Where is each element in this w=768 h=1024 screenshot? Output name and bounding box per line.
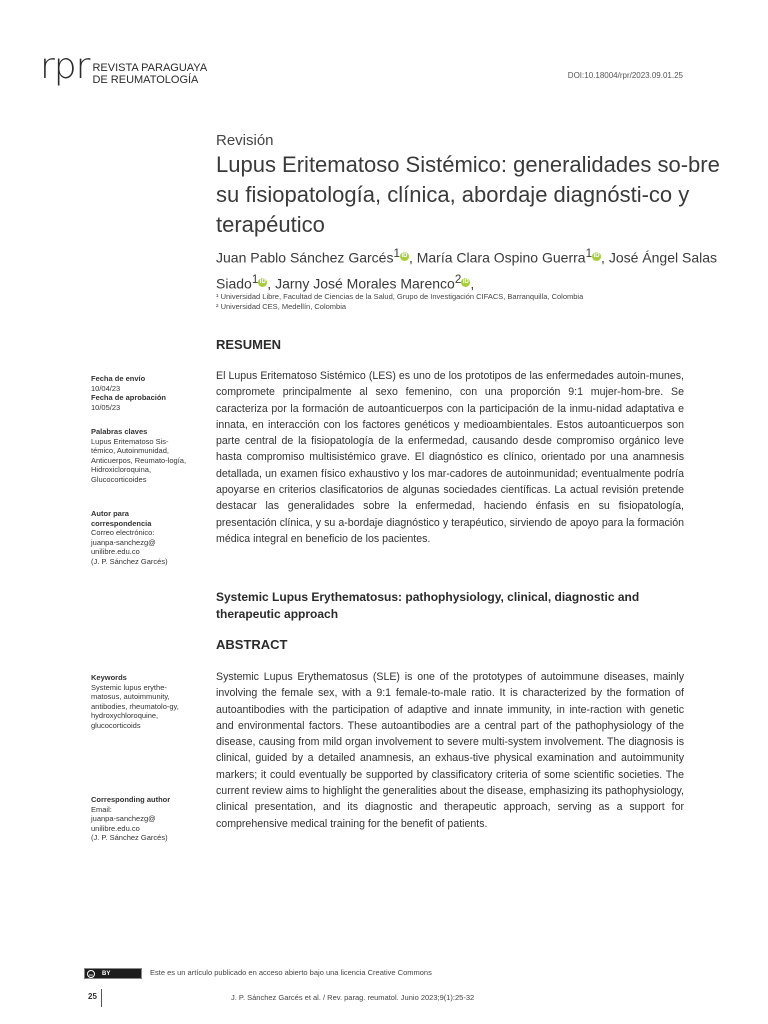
creative-commons-badge[interactable] (84, 968, 142, 979)
author-separator: , (408, 249, 417, 266)
resumen-heading: RESUMEN (216, 337, 282, 352)
page-number: 25 (88, 992, 97, 1001)
abstract-heading: ABSTRACT (216, 637, 288, 652)
correspondencia-label: Autor para correspondencia (91, 509, 152, 528)
article-title: Lupus Eritematoso Sistémico: generalidades so-bre su fisiopatología, clínica, abordaje diagnósti-co y terapéutico (216, 152, 720, 237)
author-separator: , (267, 275, 276, 292)
keywords-label: Keywords (91, 673, 127, 682)
journal-name-line2: DE REUMATOLOGÍA (92, 74, 199, 86)
logo-mark: rpr (40, 46, 90, 87)
author-separator: , (470, 275, 475, 292)
submission-date-label: Fecha de envío (91, 374, 146, 383)
abstract-text: Systemic Lupus Erythematosus (SLE) is one of the prototypes of autoimmune diseases, mainly involving the female sex, with a 9:1 female-to-male ratio. It is characterized by the formation of autoantibodies with the participation of adaptive and innate immunity, in inte-raction with genetic and environmental factors. These autoantibodies are a central part of the pathophysiology of the disease, causing from mild organ involvement to severe multi-system involvement. The diagnosis is clinical, guided by a detailed anamnesis, an exhaus-tive physical examination and autoimmunity markers; it could eventually be supported by classificatory criteria of some scientific societies. The current review aims to highlight the generalities about the disease, emphasizing its pathophysiology, clinical presentation, and its diagnostic and therapeutic approach, serving as a support for comprehensive medical training for the benefit of patients. (216, 671, 684, 830)
palabras-claves-block (91, 427, 191, 485)
correspondencia-block (91, 509, 191, 567)
orcid-icon[interactable]: iD (401, 253, 408, 259)
author-affil-mark: 1 (251, 272, 259, 286)
author-name: José Ángel Salas Siado (216, 249, 718, 292)
palabras-claves: Lupus Eritematoso Sis-témico, Autoinmunidad, Anticuerpos, Reumato-logía, Hidroxicloroquina, Glucocorticoides (91, 436, 187, 484)
author-affil-mark: 1 (393, 247, 400, 260)
affiliations (216, 292, 583, 312)
affiliation-1: ¹ Universidad Libre, Facultad de Ciencias de la Salud, Grupo de Investigación CIFACS, Barranquilla, Colombia (216, 292, 584, 301)
cc-by-label: BY (102, 970, 111, 977)
keywords-block (91, 673, 191, 731)
english-title: Systemic Lupus Erythematosus: pathophysiology, clinical, diagnostic and therapeutic approach (216, 590, 640, 621)
orcid-icon[interactable]: iD (462, 278, 469, 285)
palabras-claves-label: Palabras claves (91, 427, 148, 436)
correo-label: Correo electrónico: (91, 528, 155, 538)
submission-date: 10/04/23 (91, 383, 121, 393)
article-section: Revisión (216, 132, 274, 149)
author-affil-mark: 1 (585, 247, 593, 260)
corresponding-author-label: Corresponding author (91, 795, 171, 804)
resumen-text: El Lupus Eritematoso Sistémico (LES) es uno de los prototipos de las enfermedades autoin-munes, compromete principalmente al sexo femenino, con una proporción 9:1 mujer-hom-bre. Se caracteriza por la formación de autoanticuerpos con la participación de la inmu-nidad adaptativa e innata, en interacción con los factores genéticos y medioambientales. Estos autoanticuerpos son parte central de la fisiopatología de la enfermedad, causando desde compromiso orgánico leve hasta compromiso multisistémico grave. El diagnóstico es clínico, orientado por una anamnesis detallada, un examen físico exhaustivo y los mar-cadores de autoinmunidad; eventualmente podría apoyarse en criterios clasificatorios de algunas sociedades científicas. La actual revisión pretende destacar las generalidades sobre la enfermedad, haciendo énfasis en su fisiopatología, presentación clínica, y su a-bordaje diagnóstico y terapéutico, sirviendo de apoyo para la formación médica integral en beneficio de los pacientes. (216, 370, 684, 545)
keywords: Systemic lupus erythe-matosus, autoimmunity, antibodies, rheumatolo-gy, hydroxychloroquine, glucocorticoids (91, 682, 179, 730)
footer-divider (101, 989, 102, 1007)
license-text: Este es un artículo publicado en acceso abierto bajo una licencia Creative Commons (150, 968, 432, 977)
author-name: Juan Pablo Sánchez Garcés (216, 249, 394, 266)
email-label: Email: (91, 804, 112, 814)
author-list (216, 243, 726, 294)
affiliation-2: ² Universidad CES, Medellín, Colombia (216, 302, 347, 311)
cc-icon: cc (89, 971, 93, 977)
correspondencia-email[interactable]: juanpa-sanchezg@ unilibre.edu.co (91, 537, 156, 557)
journal-name (92, 62, 207, 86)
journal-logo (40, 46, 208, 87)
dates-block (91, 374, 191, 412)
corresponding-author-block (91, 795, 191, 843)
approval-date-label: Fecha de aprobación (91, 393, 167, 403)
journal-name-line1: REVISTA PARAGUAYA (92, 62, 208, 74)
corresponding-name: (J. P. Sánchez Garcés) (91, 833, 168, 843)
doi[interactable]: DOI:10.18004/rpr/2023.09.01.25 (567, 71, 683, 80)
corresponding-email[interactable]: juanpa-sanchezg@ unilibre.edu.co (91, 814, 156, 833)
orcid-icon[interactable]: iD (259, 278, 266, 285)
author-name: Jarny José Morales Marenco (275, 275, 455, 292)
author-separator: , (601, 249, 609, 266)
citation: J. P. Sánchez Garcés et al. / Rev. parag. reumatol. Junio 2023;9(1):25-32 (231, 993, 475, 1002)
author-affil-mark: 2 (454, 272, 462, 286)
orcid-icon[interactable]: iD (593, 253, 600, 259)
approval-date: 10/05/23 (91, 402, 121, 412)
correspondencia-name: (J. P. Sánchez Garcés) (91, 556, 168, 566)
author-name: María Clara Ospino Guerra (416, 249, 586, 266)
